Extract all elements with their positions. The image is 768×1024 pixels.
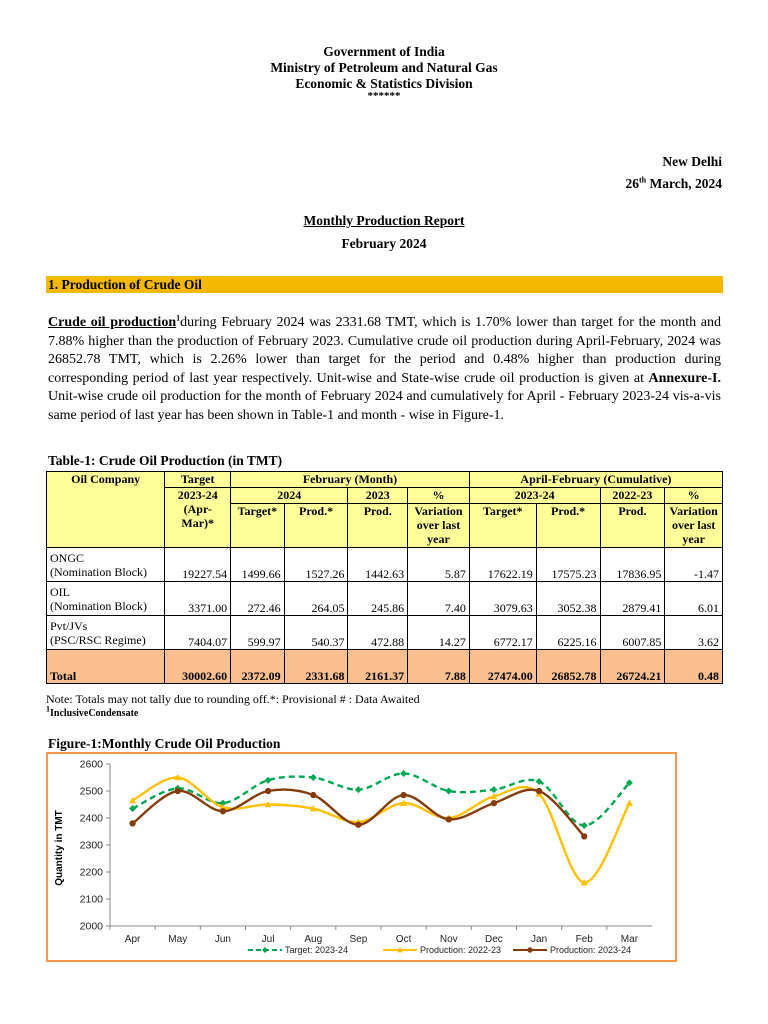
total-cell: 2161.37: [348, 650, 408, 684]
y-tick-label: 2300: [79, 839, 103, 852]
footnote-sup: 1: [46, 704, 50, 714]
figure-caption: Figure-1:Monthly Crude Oil Production: [48, 736, 281, 751]
report-title: [0, 213, 768, 229]
table-total-row: [47, 650, 723, 684]
y-axis: [80, 759, 110, 933]
footnote-text: InclusiveCondensate: [50, 708, 139, 719]
data-point: [310, 792, 316, 798]
data-point: [400, 770, 407, 777]
y-tick-label: 2000: [79, 920, 103, 933]
header-division: Economic & Statistics Division: [295, 76, 473, 91]
th-company: Oil Company: [47, 472, 165, 548]
total-cell: 2331.68: [284, 650, 348, 684]
cell: 3.62: [665, 616, 723, 650]
para-body: during February 2024 was 2331.68 TMT, which is 1.70% lower than target for the month and 7.88% higher than the production of February 2023. Cumulative crude oil production during April-February, 2024 was 26852.78 TMT, which is 2.26% lower than target for the period and 0.48% higher than production during corresponding period of last year respectively. Unit-wise and State-wise crude oil production is given at: [48, 315, 721, 386]
th-feb-target: Target*: [231, 504, 285, 548]
data-point: [445, 788, 452, 795]
x-tick-label: Jun: [214, 934, 231, 945]
section-heading: 1. Production of Crude Oil: [46, 276, 723, 293]
data-point: [536, 788, 542, 794]
cell: 17622.19: [469, 548, 536, 582]
row-company-name: Pvt/JVs: [50, 618, 88, 633]
total-cell: 27474.00: [469, 650, 536, 684]
th-cum-2324: 2023-24: [469, 488, 600, 504]
cell: 1527.26: [284, 548, 348, 582]
th-cum-target: Target*: [469, 504, 536, 548]
x-tick-label: Jan: [531, 934, 548, 945]
cell: 1442.63: [348, 548, 408, 582]
cell: 264.05: [284, 582, 348, 616]
para-tail: Unit-wise crude oil production for the month of February 2024 and cumulatively for April - February 2023-24 vis-a-vis same period of last year has been shown in Table-1 and month - wise in Figure-1.: [48, 389, 721, 423]
para-lead: Crude oil production: [48, 315, 177, 330]
th-cum-prod: Prod.*: [536, 504, 600, 548]
data-point: [220, 808, 226, 814]
date-day: 26: [625, 176, 639, 191]
row-company-name: ONGC: [50, 550, 85, 565]
x-tick-label: Dec: [485, 934, 503, 945]
total-cell: 26724.21: [600, 650, 665, 684]
row-company-regime: (PSC/RSC Regime): [50, 632, 146, 647]
th-cumulative: April-February (Cumulative): [469, 472, 722, 488]
th-target-year-b: (Apr-Mar)*: [181, 502, 215, 530]
cell: 2879.41: [600, 582, 665, 616]
data-point: [490, 786, 497, 793]
header-government: Government of India: [323, 44, 445, 59]
y-tick-label: 2100: [79, 893, 103, 906]
total-cell: 0.48: [665, 650, 723, 684]
cell: 5.87: [408, 548, 470, 582]
legend-label: Production: 2023-24: [550, 945, 632, 955]
y-tick-label: 2600: [79, 758, 103, 771]
data-point: [129, 820, 135, 826]
cell: 17836.95: [600, 548, 665, 582]
th-cum-2223: 2022-23: [600, 488, 665, 504]
th-pct2: %: [665, 488, 723, 504]
cell: -1.47: [665, 548, 723, 582]
th-2023: 2023: [348, 488, 408, 504]
data-point: [355, 786, 362, 793]
y-tick-label: 2400: [79, 812, 103, 825]
cell: 3371.00: [165, 582, 231, 616]
total-cell: 26852.78: [536, 650, 600, 684]
total-cell: 7.88: [408, 650, 470, 684]
th-target-year-a: 2023-24: [177, 488, 218, 502]
line-chart: [48, 754, 675, 960]
cell: 6225.16: [536, 616, 600, 650]
x-tick-label: May: [168, 934, 188, 945]
th-feb-prod-2023: Prod.: [348, 504, 408, 548]
table-caption: Table-1: Crude Oil Production (in TMT): [48, 453, 283, 468]
chart-legend: [248, 945, 631, 955]
cell: 19227.54: [165, 548, 231, 582]
series-lines: [129, 770, 633, 885]
report-date: [626, 176, 723, 192]
data-point: [491, 800, 497, 806]
x-tick-label: Aug: [304, 934, 323, 945]
row-company: [47, 548, 165, 582]
cell: 6772.17: [469, 616, 536, 650]
x-tick-label: Jul: [261, 934, 275, 945]
x-tick-label: Nov: [439, 934, 458, 945]
table-row: [47, 616, 723, 650]
row-company: [47, 616, 165, 650]
th-feb-month: February (Month): [231, 472, 470, 488]
table-note: Note: Totals may not tally due to rounding off.*: Provisional # : Data Awaited: [46, 692, 420, 706]
y-tick-label: 2200: [79, 866, 103, 879]
th-feb-variation: Variation over last year: [408, 504, 470, 548]
x-tick-label: Mar: [620, 934, 639, 945]
header-stars: ******: [367, 90, 401, 102]
data-point: [310, 774, 317, 781]
cell: 6007.85: [600, 616, 665, 650]
data-point: [265, 788, 271, 794]
x-tick-label: Apr: [124, 934, 141, 945]
th-cum-prod-2223: Prod.: [600, 504, 665, 548]
row-company: [47, 582, 165, 616]
row-company-regime: (Nomination Block): [50, 564, 147, 579]
chart-frame: [46, 752, 677, 962]
cell: 7404.07: [165, 616, 231, 650]
x-axis: [110, 926, 652, 945]
x-tick-label: Sep: [349, 934, 368, 945]
data-point: [355, 822, 361, 828]
series-line: [133, 773, 630, 825]
cell: 599.97: [231, 616, 285, 650]
table-row: [47, 548, 723, 582]
cell: 472.88: [348, 616, 408, 650]
cell: 540.37: [284, 616, 348, 650]
para-annexure: Annexure-I.: [648, 370, 721, 386]
table-footnote: [46, 704, 139, 719]
data-point: [265, 777, 272, 784]
legend-label: Target: 2023-24: [285, 945, 349, 955]
total-cell: 30002.60: [165, 650, 231, 684]
x-tick-label: Oct: [395, 934, 412, 945]
report-title-text: Monthly Production Report: [303, 213, 465, 228]
th-2024: 2024: [231, 488, 348, 504]
cell: 6.01: [665, 582, 723, 616]
cell: 7.40: [408, 582, 470, 616]
total-cell: 2372.09: [231, 650, 285, 684]
date-rest: March, 2024: [646, 176, 722, 191]
crude-oil-table: [46, 471, 723, 684]
data-point: [262, 947, 268, 953]
series-line: [133, 777, 630, 882]
y-axis-label: Quantity in TMT: [54, 810, 65, 886]
y-tick-label: 2500: [79, 785, 103, 798]
data-point: [581, 833, 587, 839]
cell: 1499.66: [231, 548, 285, 582]
legend-label: Production: 2022-23: [420, 945, 502, 955]
row-company-regime: (Nomination Block): [50, 598, 147, 613]
th-target: Target: [165, 472, 231, 488]
cell: 3052.38: [536, 582, 600, 616]
intro-paragraph: [48, 314, 721, 425]
data-point: [581, 822, 588, 829]
th-feb-prod: Prod.*: [284, 504, 348, 548]
table-row: [47, 582, 723, 616]
total-label: Total: [47, 650, 165, 684]
para-lead-sup: 1: [176, 313, 181, 323]
header-ministry: Ministry of Petroleum and Natural Gas: [270, 60, 498, 75]
cell: 17575.23: [536, 548, 600, 582]
cell: 245.86: [348, 582, 408, 616]
data-point: [175, 788, 181, 794]
cell: 3079.63: [469, 582, 536, 616]
data-point: [400, 792, 406, 798]
cell: 272.46: [231, 582, 285, 616]
place: New Delhi: [662, 154, 722, 169]
x-tick-label: Feb: [575, 934, 593, 945]
report-period: February 2024: [341, 236, 427, 251]
cell: 14.27: [408, 616, 470, 650]
th-pct: %: [408, 488, 470, 504]
data-point: [527, 947, 532, 952]
row-company-name: OIL: [50, 584, 70, 599]
date-suffix: th: [639, 175, 647, 185]
th-target-year: [165, 488, 231, 548]
data-point: [626, 800, 633, 806]
data-point: [446, 816, 452, 822]
th-cum-variation: Variation over last year: [665, 504, 723, 548]
